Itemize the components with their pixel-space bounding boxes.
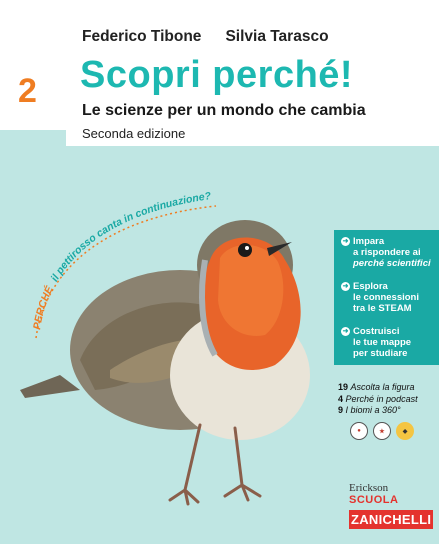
feature-box-2: [334, 275, 439, 320]
feature-3-line-1: Costruisci: [353, 326, 400, 337]
erickson-logo: Erickson SCUOLA: [349, 482, 399, 506]
author-2: Silvia Tarasco: [225, 28, 329, 45]
arrow-right-icon: ➜: [342, 282, 349, 290]
feature-3-line-2: le tue mappe: [353, 337, 412, 348]
feature-3-line-3: per studiare: [353, 348, 408, 359]
author-1: Federico Tibone: [82, 28, 202, 45]
publisher: [349, 482, 433, 529]
digital-extras: [338, 382, 439, 417]
feature-1-line-1: Impara: [353, 236, 385, 247]
extra-1: 19 Ascolta la figura: [338, 382, 415, 392]
zanichelli-logo: ZANICHELLI: [351, 512, 432, 527]
feature-2-line-2: le connessioni: [353, 292, 419, 303]
curve-question: il pettirosso canta in continuazione?: [48, 190, 212, 284]
edition-label: Seconda edizione: [82, 126, 186, 141]
feature-box-1: [334, 230, 439, 275]
badges-row: [350, 422, 414, 440]
lab-icon: ◆: [396, 422, 414, 440]
arrow-right-icon: ➜: [342, 237, 349, 245]
civic-education-icon: ●: [350, 422, 368, 440]
robin-illustration: [20, 200, 320, 530]
feature-box-3: [334, 320, 439, 365]
cover-background-tab: [0, 130, 66, 148]
volume-number: 2: [18, 72, 37, 110]
authors: [82, 28, 329, 46]
arrow-right-icon: ➜: [342, 327, 349, 335]
agenda-badge-icon: ★: [373, 422, 391, 440]
feature-1-line-2: a rispondere ai: [353, 247, 421, 258]
curve-word: PERCHÉ: [31, 284, 56, 331]
extra-3: 9 I biomi a 360°: [338, 405, 401, 415]
book-subtitle: Le scienze per un mondo che cambia: [82, 102, 366, 119]
feature-1-line-3: perché scientifici: [353, 258, 431, 269]
book-title: Scopri perché!: [80, 54, 354, 96]
feature-2-line-3: tra le STEAM: [353, 303, 412, 314]
extra-2: 4 Perché in podcast: [338, 393, 418, 404]
feature-2-line-1: Esplora: [353, 281, 388, 292]
